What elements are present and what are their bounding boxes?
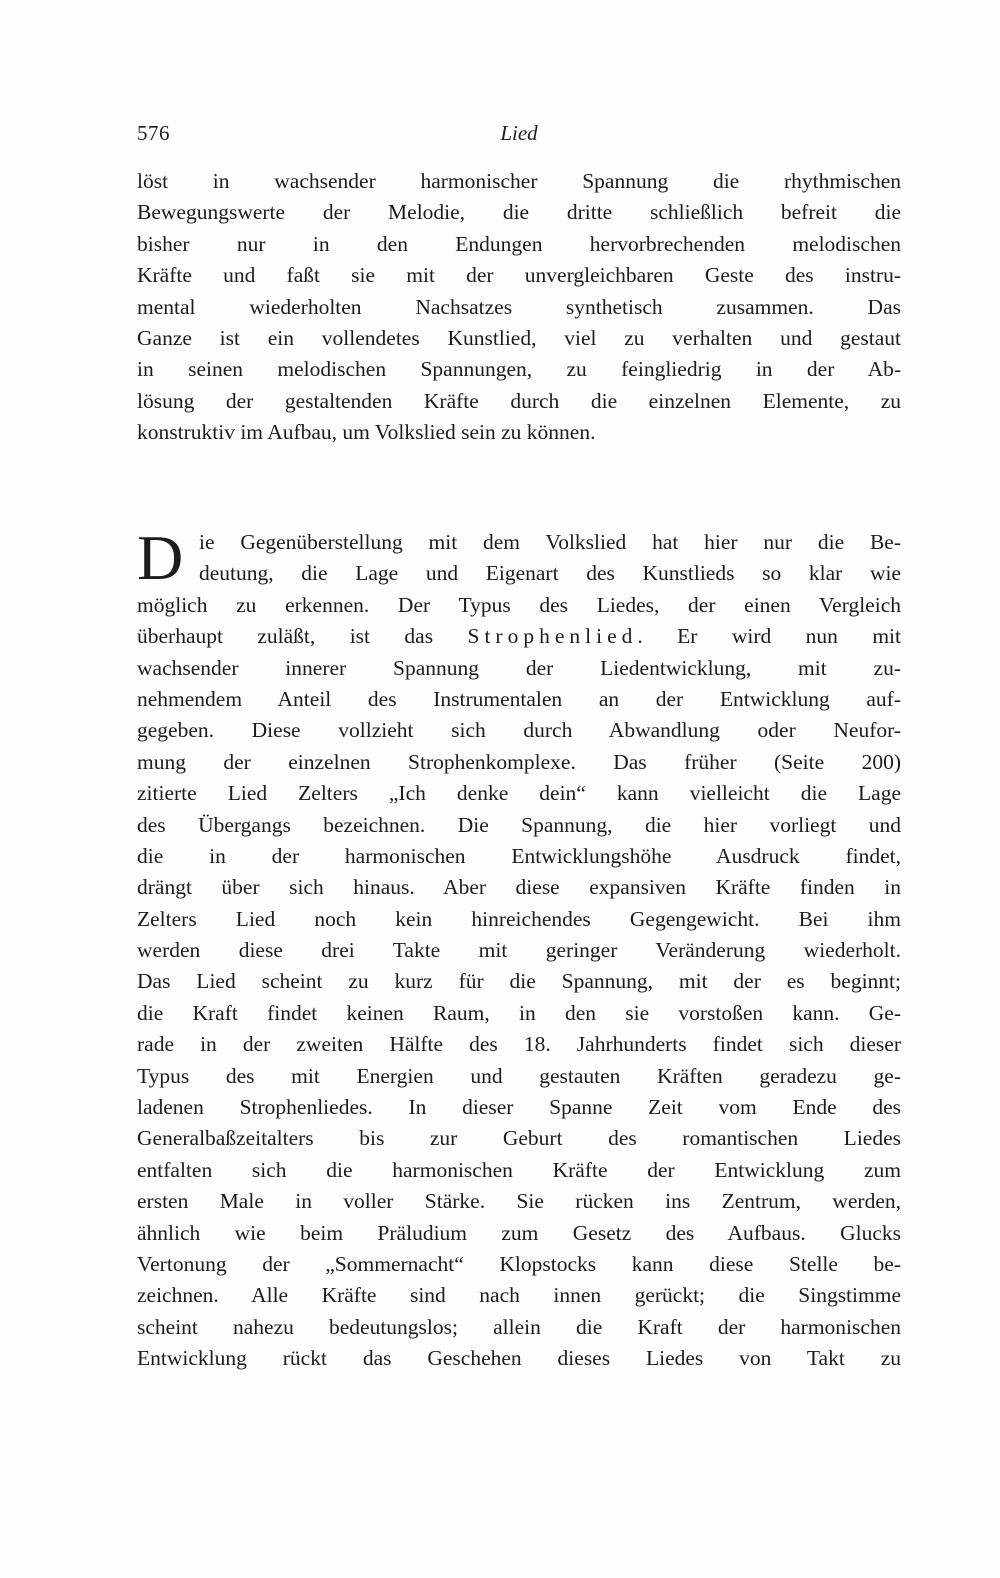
drop-cap: D bbox=[137, 522, 184, 593]
text-line: Zelters Lied noch kein hinreichendes Gegengewicht. Bei ihm bbox=[137, 906, 901, 931]
text-line: in seinen melodischen Spannungen, zu feingliedrig in der Ab- bbox=[137, 357, 901, 382]
text-line: deutung, die Lage und Eigenart des Kunstlieds so klar wie bbox=[199, 561, 901, 586]
text-line: löst in wachsender harmonischer Spannung die rhythmischen bbox=[137, 169, 901, 193]
paragraph-2 bbox=[137, 522, 901, 1375]
text-segment: . Er wird nun mit bbox=[637, 624, 901, 649]
text-line: Entwicklung rückt das Geschehen dieses Liedes von Takt zu bbox=[137, 1346, 901, 1371]
text-line: mental wiederholten Nachsatzes synthetisch zusammen. Das bbox=[137, 294, 901, 319]
page-number: 576 bbox=[137, 121, 170, 145]
text-line: zitierte Lied Zelters „Ich denke dein“ kann vielleicht die Lage bbox=[137, 781, 901, 806]
running-title: Lied bbox=[500, 121, 538, 145]
text-line: die Kraft findet keinen Raum, in den sie vorstoßen kann. Ge- bbox=[137, 1000, 901, 1025]
text-line: drängt über sich hinaus. Aber diese expansiven Kräfte finden in bbox=[137, 875, 901, 900]
text-segment: überhaupt zuläßt, ist das bbox=[137, 624, 468, 649]
text-line: scheint nahezu bedeutungslos; allein die Kraft der harmonischen bbox=[137, 1314, 901, 1339]
text-line: wachsender innerer Spannung der Liedentwicklung, mit zu- bbox=[137, 655, 901, 680]
text-line: bisher nur in den Endungen hervorbrechenden melodischen bbox=[137, 231, 901, 256]
text-line: Vertonung der „Sommernacht“ Klopstocks kann diese Stelle be- bbox=[137, 1251, 901, 1276]
text-line: Generalbaßzeitalters bis zur Geburt des romantischen Liedes bbox=[137, 1126, 901, 1151]
text-line: mung der einzelnen Strophenkomplexe. Das früher (Seite 200) bbox=[137, 749, 901, 774]
text-line: die in der harmonischen Entwicklungshöhe Ausdruck findet, bbox=[137, 843, 901, 868]
text-line: Das Lied scheint zu kurz für die Spannung, mit der es beginnt; bbox=[137, 969, 901, 994]
text-line: ladenen Strophenliedes. In dieser Spanne Zeit vom Ende des bbox=[137, 1095, 901, 1120]
text-line: Bewegungswerte der Melodie, die dritte schließlich befreit die bbox=[137, 200, 901, 225]
text-line bbox=[137, 621, 901, 652]
text-line: des Übergangs bezeichnen. Die Spannung, die hier vorliegt und bbox=[137, 812, 901, 837]
text-line: werden diese drei Takte mit geringer Veränderung wiederholt. bbox=[137, 938, 901, 963]
running-head bbox=[137, 118, 901, 148]
text-line: möglich zu erkennen. Der Typus des Liedes, der einen Vergleich bbox=[137, 592, 901, 617]
text-line: entfalten sich die harmonischen Kräfte der Entwicklung zum bbox=[137, 1157, 901, 1182]
text-line: Typus des mit Energien und gestauten Kräften geradezu ge- bbox=[137, 1063, 901, 1088]
text-line: nehmendem Anteil des Instrumentalen an der Entwicklung auf- bbox=[137, 686, 901, 711]
text-line: rade in der zweiten Hälfte des 18. Jahrhunderts findet sich dieser bbox=[137, 1032, 901, 1057]
text-line: lösung der gestaltenden Kräfte durch die einzelnen Elemente, zu bbox=[137, 388, 901, 413]
spaced-term: Strophenlied bbox=[467, 624, 638, 649]
text-line: konstruktiv im Aufbau, um Volkslied sein zu können. bbox=[137, 420, 596, 445]
text-line: Ganze ist ein vollendetes Kunstlied, viel zu verhalten und gestaut bbox=[137, 325, 901, 350]
text-line: ie Gegenüberstellung mit dem Volkslied hat hier nur die Be- bbox=[199, 530, 901, 554]
text-line: zeichnen. Alle Kräfte sind nach innen gerückt; die Singstimme bbox=[137, 1283, 901, 1308]
text-line: Kräfte und faßt sie mit der unvergleichbaren Geste des instru- bbox=[137, 263, 901, 288]
text-line: ersten Male in voller Stärke. Sie rücken ins Zentrum, werden, bbox=[137, 1189, 901, 1214]
text-line: ähnlich wie beim Präludium zum Gesetz des Aufbaus. Glucks bbox=[137, 1220, 901, 1245]
text-line: gegeben. Diese vollzieht sich durch Abwandlung oder Neufor- bbox=[137, 718, 901, 743]
paragraph-1 bbox=[137, 166, 901, 449]
